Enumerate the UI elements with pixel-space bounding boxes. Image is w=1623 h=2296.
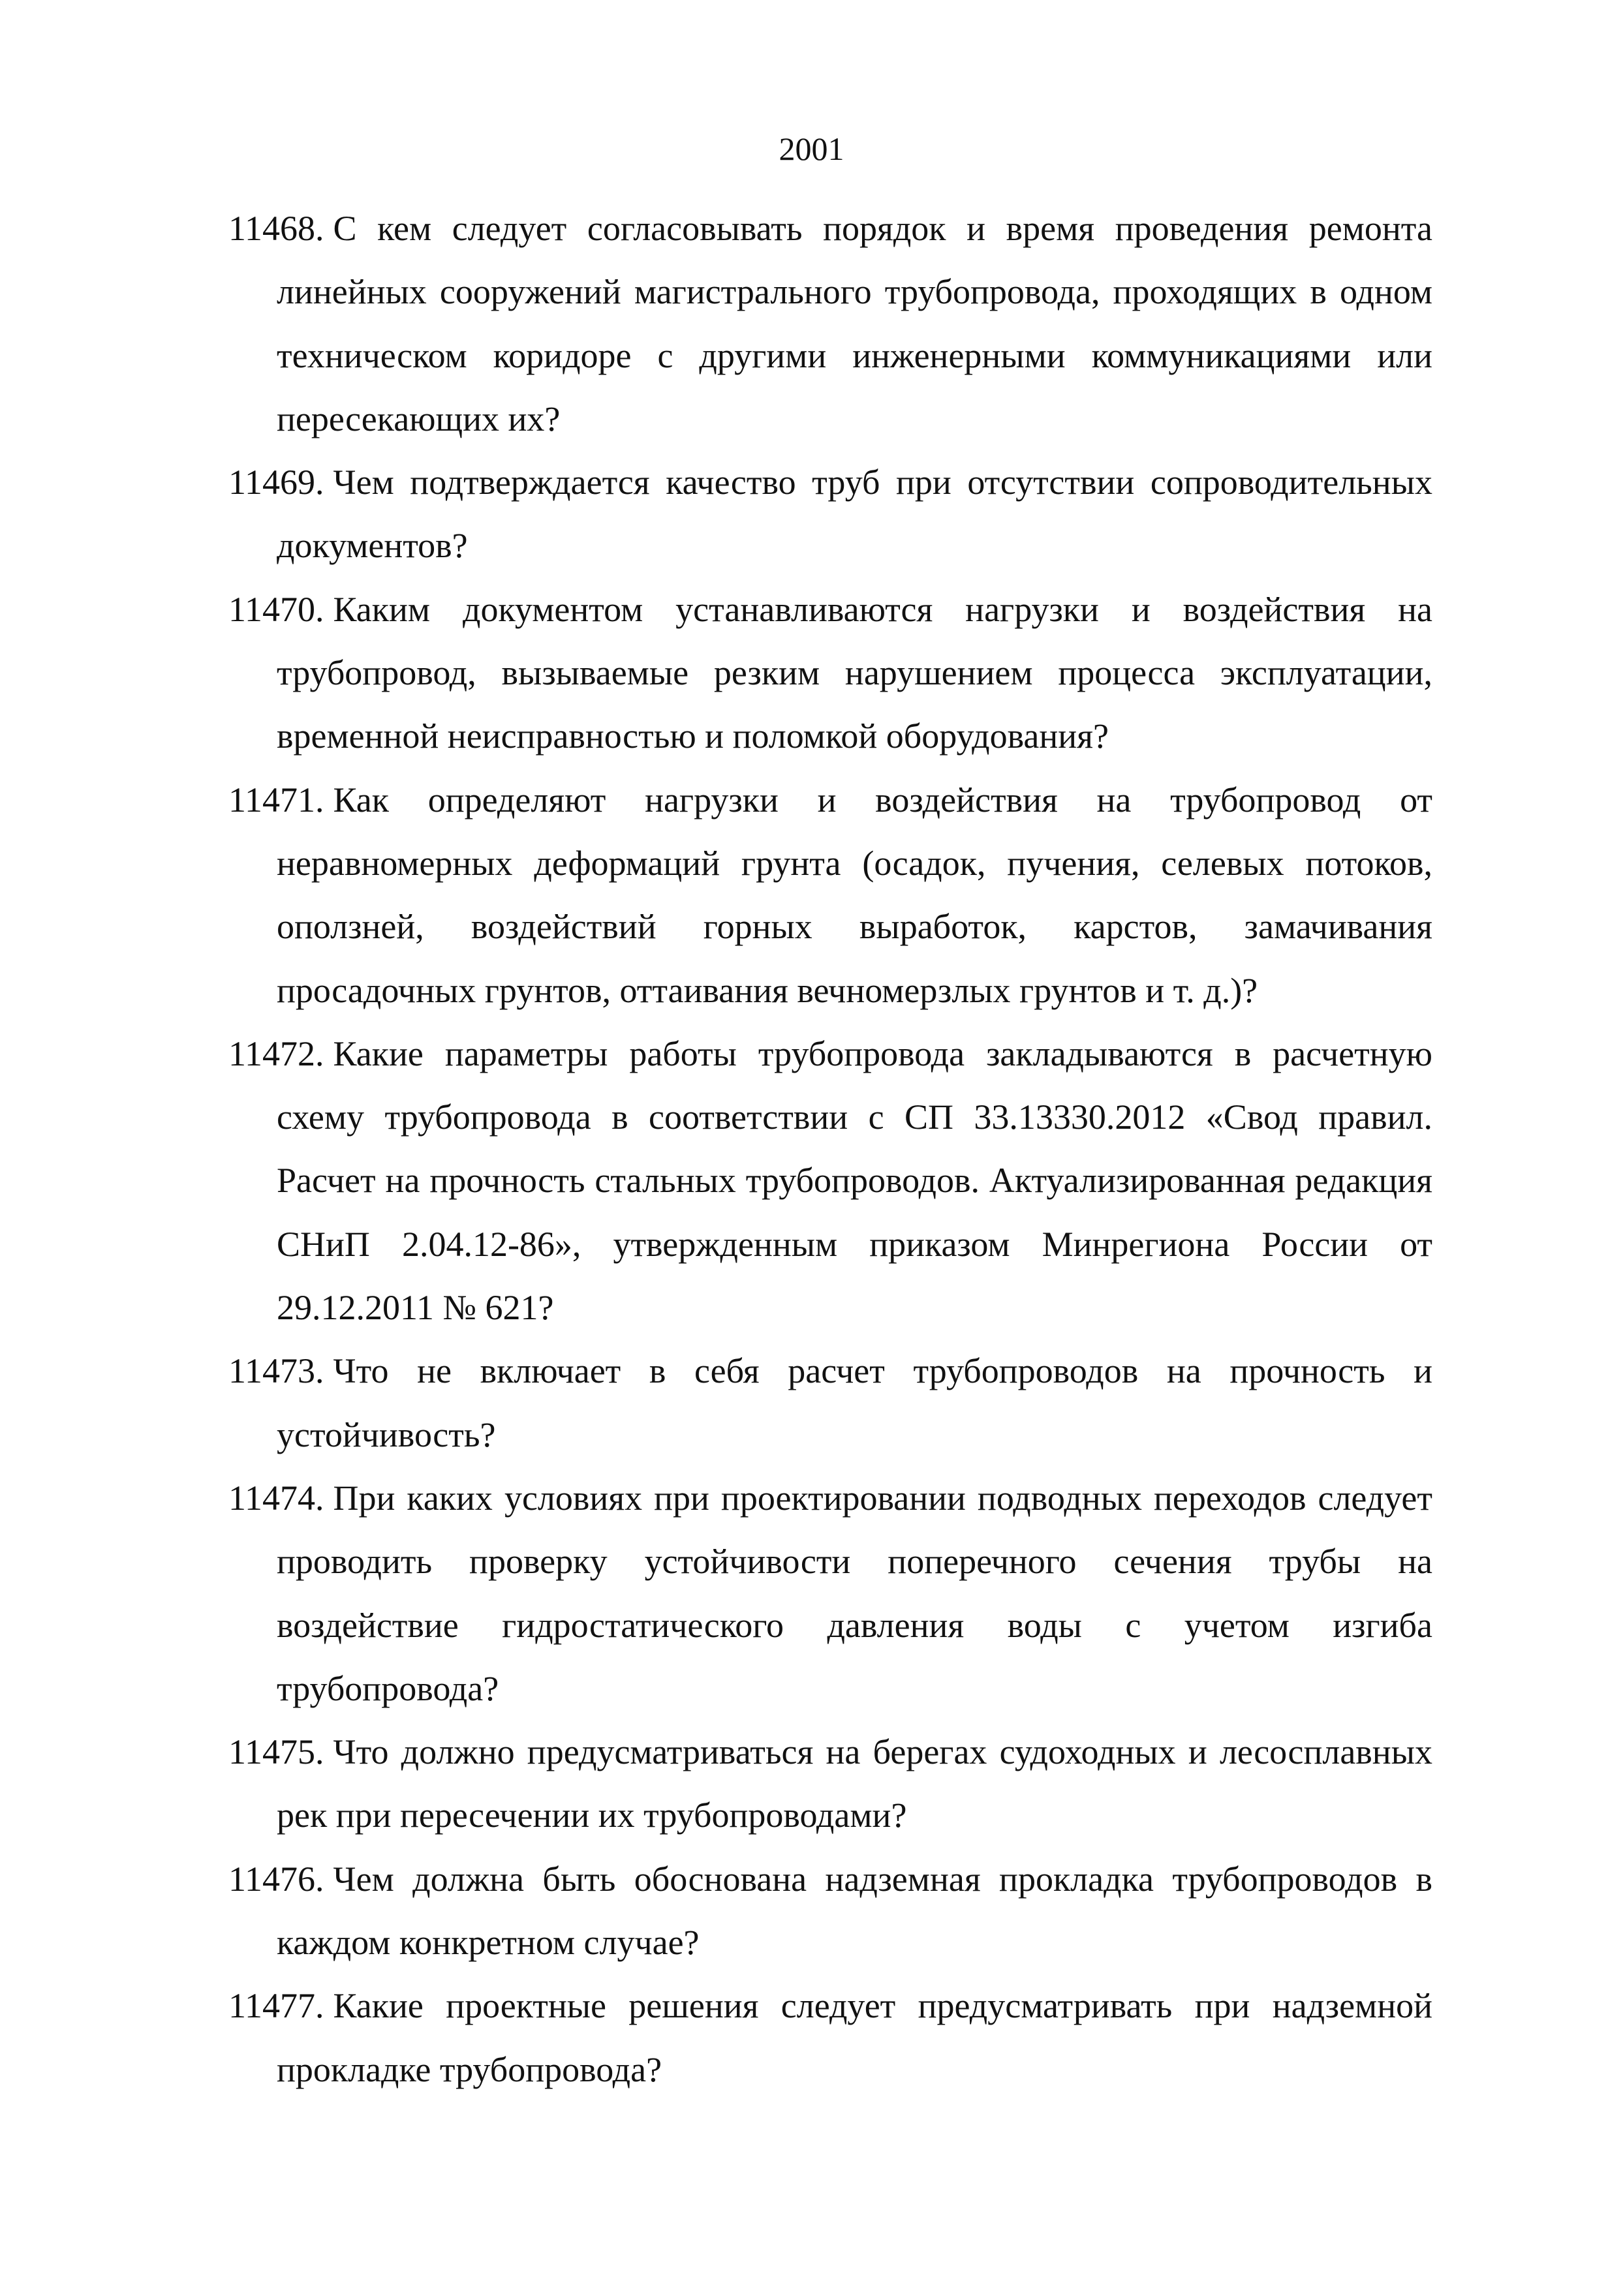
question-list [228,197,1432,2102]
question-text: Как определяют нагрузки и воздействия на трубопровод от неравномерных деформаций грунта (осадок, пучения, селевых потоков, оползней, воздействий горных выработок, карстов, замачивания просадочных грунтов, оттаивания вечномерзлых грунтов и т. д.)? [277,780,1432,1010]
question-number: 11474. [228,1478,324,1518]
question-number: 11472. [228,1033,324,1073]
question-number: 11470. [228,589,324,629]
question-text: Каким документом устанавливаются нагрузки и воздействия на трубопровод, вызываемые резким нарушением процесса эксплуатации, временной неисправностью и поломкой оборудования? [277,589,1432,756]
question-text: С кем следует согласовывать порядок и время проведения ремонта линейных сооружений магистрального трубопровода, проходящих в одном техническом коридоре с другими инженерными коммуникациями или пересекающих их? [277,209,1432,438]
question-text: Что должно предусматриваться на берегах судоходных и лесосплавных рек при пересечении их трубопроводами? [277,1732,1432,1835]
question-text: Что не включает в себя расчет трубопроводов на прочность и устойчивость? [277,1351,1432,1454]
question-item [228,451,1432,578]
question-text: Какие проектные решения следует предусматривать при надземной прокладке трубопровода? [277,1986,1432,2089]
question-number: 11475. [228,1732,324,1772]
question-text: При каких условиях при проектировании подводных переходов следует проводить проверку устойчивости поперечного сечения трубы на воздействие гидростатического давления воды с учетом изгиба трубопровода? [277,1478,1432,1708]
question-item [228,197,1432,451]
question-text: Чем должна быть обоснована надземная прокладка трубопроводов в каждом конкретном случае? [277,1859,1432,1963]
question-item [228,1022,1432,1339]
question-item [228,1339,1432,1467]
page-number: 2001 [779,130,844,167]
question-number: 11471. [228,780,324,819]
question-number: 11469. [228,463,324,502]
question-item [228,1721,1432,1848]
question-number: 11476. [228,1859,324,1899]
question-number: 11477. [228,1986,324,2026]
question-number: 11473. [228,1351,324,1391]
question-item [228,1467,1432,1721]
question-item [228,578,1432,769]
question-text: Какие параметры работы трубопровода закладываются в расчетную схему трубопровода в соответствии с СП 33.13330.2012 «Свод правил. Расчет на прочность стальных трубопроводов. Актуализированная редакция СНиП 2.04.12-86», утвержденным приказом Минрегиона России от 29.12.2011 № 621? [277,1033,1432,1328]
question-text: Чем подтверждается качество труб при отсутствии сопроводительных документов? [277,463,1432,566]
question-item [228,769,1432,1022]
question-item [228,1848,1432,1975]
question-item [228,1974,1432,2102]
question-number: 11468. [228,209,324,248]
